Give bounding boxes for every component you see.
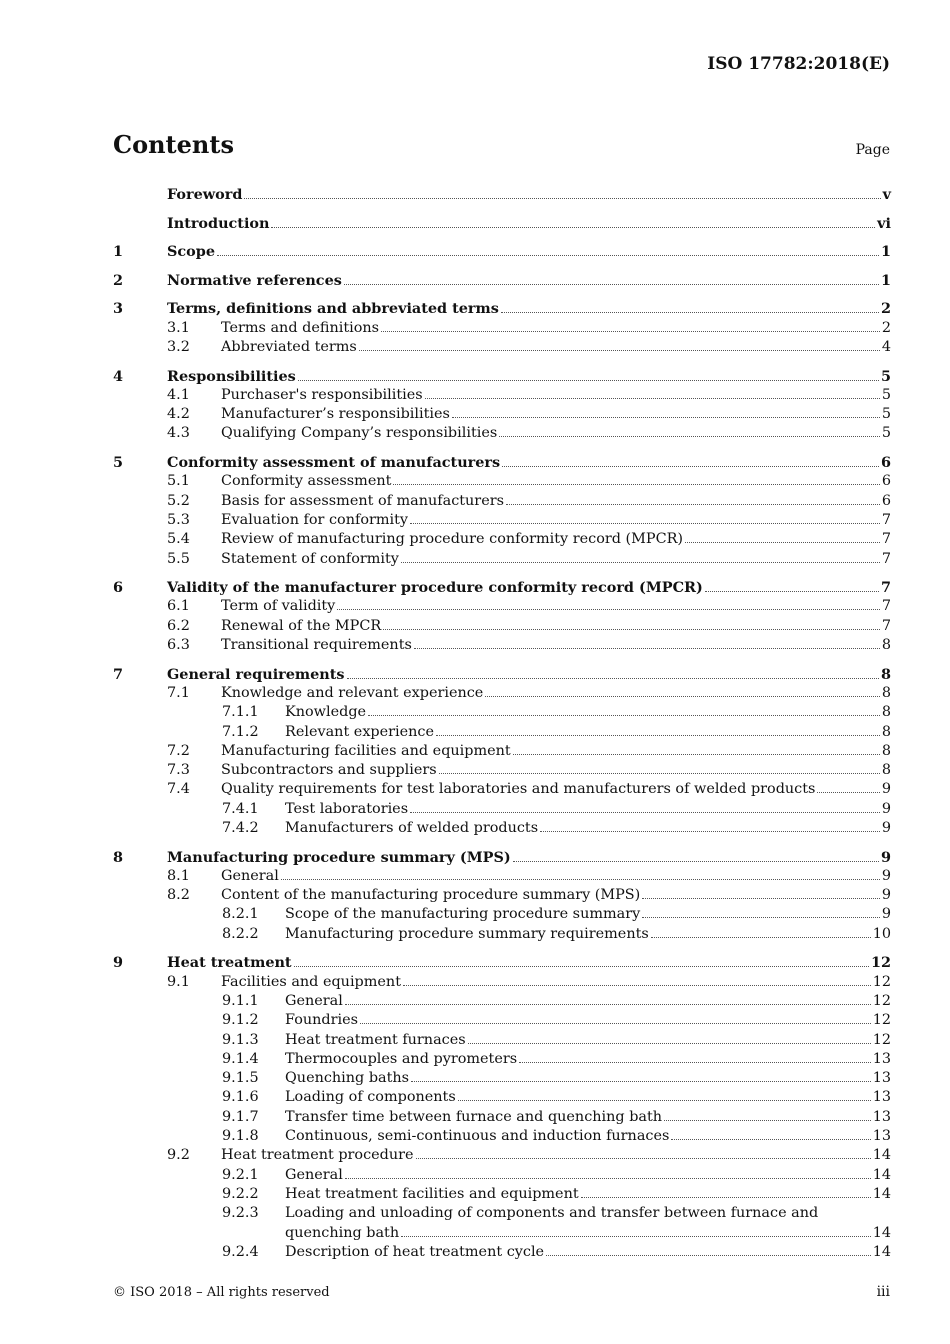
toc-entry-title: Heat treatment facilities and equipment <box>285 1185 579 1202</box>
copyright-notice: © ISO 2018 – All rights reserved <box>113 1285 330 1300</box>
toc-entry-page: 2 <box>881 319 891 336</box>
toc-entry-page: 8 <box>880 665 891 683</box>
dot-leader <box>502 465 879 467</box>
toc-entry-number: 9.2.1 <box>222 1166 259 1183</box>
dot-leader <box>817 791 879 793</box>
toc-entry-page: 14 <box>872 1243 891 1260</box>
toc-entry-title: Manufacturer’s responsibilities <box>221 406 450 423</box>
toc-entry-title: Continuous, semi-continuous and induction furnaces <box>285 1128 670 1145</box>
toc-entry-title: Heat treatment furnaces <box>285 1031 466 1048</box>
toc-entry[interactable] <box>113 1127 891 1146</box>
toc-entry-page: vi <box>877 214 891 232</box>
toc-entry[interactable] <box>113 453 891 472</box>
dot-leader <box>501 311 879 313</box>
toc-entry-title: Subcontractors and suppliers <box>221 762 437 779</box>
toc-entry-page: 5 <box>881 406 891 423</box>
toc-entry[interactable] <box>113 472 891 491</box>
toc-entry-number: 9 <box>113 954 124 972</box>
dot-leader <box>345 1177 871 1179</box>
toc-entry-title: Heat treatment <box>167 954 292 972</box>
dot-leader <box>294 965 869 967</box>
toc-entry-number: 5 <box>113 454 124 472</box>
toc-entry-number: 5.2 <box>167 492 190 509</box>
toc-entry-page: 7 <box>881 511 891 528</box>
toc-entry-title: Knowledge <box>285 704 367 721</box>
toc-entry-number: 8.1 <box>167 867 190 884</box>
dot-leader <box>383 628 880 630</box>
toc-entry-title: Test laboratories <box>285 800 409 817</box>
dot-leader <box>281 878 880 880</box>
toc-entry[interactable] <box>113 1243 891 1262</box>
toc-entry[interactable] <box>113 338 891 357</box>
toc-entry-title: Scope of the manufacturing procedure summary <box>285 906 641 923</box>
toc-entry-page: 4 <box>881 338 891 355</box>
dot-leader <box>485 695 880 697</box>
toc-entry-title: Heat treatment procedure <box>221 1147 414 1164</box>
toc-entry-page: 9 <box>881 800 891 817</box>
dot-leader <box>344 283 879 285</box>
toc-entry[interactable] <box>113 319 891 338</box>
toc-entry-number: 9.1.7 <box>222 1108 259 1125</box>
toc-entry-title: Introduction <box>167 214 270 232</box>
toc-entry[interactable] <box>113 1204 891 1243</box>
toc-entry-title: Terms and definitions <box>221 319 380 336</box>
toc-entry-number: 7.4.1 <box>222 800 259 817</box>
toc-entry-title: General <box>221 867 279 884</box>
toc-entry[interactable] <box>113 925 891 944</box>
page-column-label: Page <box>855 142 890 158</box>
dot-leader <box>414 647 880 649</box>
toc-entry-number: 9.1 <box>167 973 190 990</box>
toc-entry-page: 9 <box>880 848 891 866</box>
toc-entry-title: General requirements <box>167 665 345 683</box>
toc-entry-number: 8.2 <box>167 887 190 904</box>
toc-entry[interactable] <box>113 597 891 616</box>
toc-entry-title: General <box>285 1166 343 1183</box>
toc-entry-number: 5.1 <box>167 473 190 490</box>
dot-leader <box>651 936 871 938</box>
toc-entry-number: 5.5 <box>167 550 190 567</box>
toc-entry-number: 1 <box>113 243 124 261</box>
toc-entry[interactable] <box>113 992 891 1011</box>
dot-leader <box>439 772 880 774</box>
toc-entry-page: 13 <box>872 1050 891 1067</box>
toc-entry-title: Facilities and equipment <box>221 973 401 990</box>
toc-entry-title: Description of heat treatment cycle <box>285 1243 545 1260</box>
toc-entry[interactable] <box>113 424 891 443</box>
toc-entry-title: Purchaser's responsibilities <box>221 386 423 403</box>
toc-entry-page: 7 <box>880 579 891 597</box>
toc-entry[interactable] <box>113 742 891 761</box>
toc-entry-page: 9 <box>881 906 891 923</box>
toc-entry-number: 2 <box>113 271 124 289</box>
toc-entry-number: 9.2.2 <box>222 1185 259 1202</box>
toc-entry[interactable] <box>113 1050 891 1069</box>
toc-entry-title: Manufacturing procedure summary (MPS) <box>167 848 511 866</box>
toc-entry-number: 6.3 <box>167 637 190 654</box>
toc-entry[interactable] <box>113 530 891 549</box>
toc-entry-page: 13 <box>872 1108 891 1125</box>
dot-leader <box>506 503 880 505</box>
toc-entry-number: 7.4 <box>167 781 190 798</box>
toc-entry-number: 9.1.3 <box>222 1031 259 1048</box>
toc-entry[interactable] <box>113 800 891 819</box>
toc-entry-page: 9 <box>881 819 891 836</box>
toc-entry-number: 9.2.4 <box>222 1243 259 1260</box>
toc-entry-page: 8 <box>881 762 891 779</box>
toc-entry-number: 3.1 <box>167 319 190 336</box>
toc-entry-title: Qualifying Company’s responsibilities <box>221 425 498 442</box>
dot-leader <box>401 561 880 563</box>
toc-entry[interactable] <box>113 1069 891 1088</box>
toc-entry-title: Conformity assessment <box>221 473 392 490</box>
toc-entry-page: 12 <box>872 992 891 1009</box>
toc-entry-title: Quality requirements for test laboratories and manufacturers of welded products <box>221 781 816 798</box>
toc-entry-number: 4 <box>113 367 124 385</box>
toc-entry-title: Conformity assessment of manufacturers <box>167 454 501 472</box>
toc-entry-page: 8 <box>881 742 891 759</box>
toc-entry-number: 8.2.2 <box>222 925 259 942</box>
toc-entry[interactable] <box>113 1185 891 1204</box>
toc-entry[interactable] <box>113 953 891 972</box>
toc-entry-number: 9.1.5 <box>222 1070 259 1087</box>
toc-entry-number: 6.2 <box>167 617 190 634</box>
toc-entry-number: 9.2 <box>167 1147 190 1164</box>
toc-entry-number: 3.2 <box>167 338 190 355</box>
toc-entry-page: 14 <box>872 1224 891 1241</box>
toc-entry-number: 7.1.1 <box>222 704 259 721</box>
toc-entry-title: Terms, definitions and abbreviated terms <box>167 300 499 318</box>
toc-entry[interactable] <box>113 761 891 780</box>
table-of-contents <box>113 185 891 1262</box>
dot-leader <box>410 811 880 813</box>
toc-entry-page: 12 <box>872 973 891 990</box>
dot-leader <box>393 483 879 485</box>
dot-leader <box>381 330 880 332</box>
toc-entry-number: 5.3 <box>167 511 190 528</box>
toc-entry[interactable] <box>113 886 891 905</box>
toc-entry-number: 6 <box>113 579 124 597</box>
dot-leader <box>298 379 879 381</box>
toc-entry-title: Renewal of the MPCR <box>221 617 382 634</box>
toc-entry-title: Review of manufacturing procedure conformity record (MPCR) <box>221 531 684 548</box>
dot-leader <box>425 397 880 399</box>
dot-leader <box>436 734 880 736</box>
toc-entry-page: 12 <box>870 954 891 972</box>
document-id: ISO 17782:2018(E) <box>707 54 890 74</box>
dot-leader <box>271 226 875 228</box>
toc-entry-page: 14 <box>872 1166 891 1183</box>
toc-entry-title: Foreword <box>167 186 243 203</box>
toc-entry-page: 6 <box>880 454 891 472</box>
toc-entry-page: 7 <box>881 531 891 548</box>
toc-entry-page: v <box>882 186 891 203</box>
dot-leader <box>411 1080 871 1082</box>
toc-entry-page: 5 <box>881 386 891 403</box>
toc-entry[interactable] <box>113 367 891 386</box>
toc-entry[interactable] <box>113 636 891 655</box>
toc-entry-page: 1 <box>880 271 891 289</box>
toc-entry[interactable] <box>113 780 891 799</box>
toc-entry-page: 1 <box>880 243 891 261</box>
toc-entry-number: 6.1 <box>167 598 190 615</box>
dot-leader <box>664 1119 871 1121</box>
toc-entry-title: Abbreviated terms <box>221 338 357 355</box>
dot-leader <box>458 1099 871 1101</box>
toc-entry-title: Quenching baths <box>285 1070 410 1087</box>
toc-entry[interactable] <box>113 214 891 233</box>
toc-entry-page: 8 <box>881 637 891 654</box>
toc-entry-number: 8.2.1 <box>222 906 259 923</box>
toc-entry[interactable] <box>113 973 891 992</box>
dot-leader <box>345 1003 871 1005</box>
toc-entry[interactable] <box>113 242 891 261</box>
toc-entry[interactable] <box>113 848 891 867</box>
dot-leader <box>499 435 880 437</box>
toc-entry[interactable] <box>113 617 891 636</box>
dot-leader <box>401 1235 871 1237</box>
toc-entry-number: 9.1.8 <box>222 1128 259 1145</box>
toc-entry-page: 13 <box>872 1089 891 1106</box>
toc-entry-page: 5 <box>880 367 891 385</box>
toc-entry-page: 10 <box>872 925 891 942</box>
dot-leader <box>217 254 879 256</box>
toc-entry-title: Term of validity <box>221 598 336 615</box>
toc-entry-page: 8 <box>881 723 891 740</box>
toc-entry-number: 7 <box>113 665 124 683</box>
dot-leader <box>347 677 879 679</box>
toc-entry-page: 14 <box>872 1185 891 1202</box>
toc-entry-title: Manufacturing facilities and equipment <box>221 742 511 759</box>
toc-entry-title: Loading of components <box>285 1089 456 1106</box>
toc-entry-title: Validity of the manufacturer procedure conformity record (MPCR) <box>167 579 703 597</box>
toc-entry-title: Responsibilities <box>167 367 296 385</box>
toc-entry[interactable] <box>113 185 891 204</box>
dot-leader <box>452 416 880 418</box>
toc-entry-page: 5 <box>881 425 891 442</box>
toc-entry-title-continued: quenching bath <box>285 1224 400 1241</box>
toc-entry-number: 9.1.2 <box>222 1012 259 1029</box>
toc-entry-number: 4.3 <box>167 425 190 442</box>
toc-entry-title: Transfer time between furnace and quenching bath <box>285 1108 663 1125</box>
toc-entry-number: 4.2 <box>167 406 190 423</box>
toc-entry-page: 13 <box>872 1128 891 1145</box>
toc-entry[interactable] <box>113 550 891 569</box>
toc-entry-number: 3 <box>113 300 124 318</box>
toc-entry[interactable] <box>113 665 891 684</box>
toc-entry-title: Thermocouples and pyrometers <box>285 1050 518 1067</box>
toc-entry-page: 14 <box>872 1147 891 1164</box>
toc-entry-title: Normative references <box>167 271 342 289</box>
toc-entry[interactable] <box>113 684 891 703</box>
toc-entry-number: 9.1.4 <box>222 1050 259 1067</box>
toc-entry-number: 7.4.2 <box>222 819 259 836</box>
toc-entry-page: 8 <box>881 704 891 721</box>
toc-entry-title: Foundries <box>285 1012 358 1029</box>
toc-entry[interactable] <box>113 405 891 424</box>
toc-entry-page: 6 <box>881 473 891 490</box>
toc-entry-title: General <box>285 992 343 1009</box>
toc-entry[interactable] <box>113 723 891 742</box>
dot-leader <box>359 349 880 351</box>
toc-entry-title: Basis for assessment of manufacturers <box>221 492 504 509</box>
dot-leader <box>468 1042 871 1044</box>
dot-leader <box>642 916 880 918</box>
toc-entry[interactable] <box>113 819 891 838</box>
toc-entry-page: 6 <box>881 492 891 509</box>
toc-entry[interactable] <box>113 271 891 290</box>
toc-entry-page: 8 <box>881 684 891 701</box>
dot-leader <box>685 541 880 543</box>
dot-leader <box>244 197 880 199</box>
toc-entry-number: 9.1.1 <box>222 992 259 1009</box>
toc-entry-number: 4.1 <box>167 386 190 403</box>
dot-leader <box>519 1061 871 1063</box>
toc-entry-number: 9.1.6 <box>222 1089 259 1106</box>
toc-entry[interactable] <box>113 905 891 924</box>
dot-leader <box>546 1254 871 1256</box>
page-number: iii <box>876 1284 890 1300</box>
toc-entry-title: Manufacturers of welded products <box>285 819 539 836</box>
toc-entry-page: 9 <box>881 781 891 798</box>
dot-leader <box>403 984 871 986</box>
toc-entry-title: Manufacturing procedure summary requirements <box>285 925 649 942</box>
toc-entry-number: 7.1.2 <box>222 723 259 740</box>
toc-entry-page: 7 <box>881 550 891 567</box>
dot-leader <box>360 1022 871 1024</box>
dot-leader <box>705 590 879 592</box>
toc-entry-page: 9 <box>881 887 891 904</box>
toc-entry-page: 12 <box>872 1012 891 1029</box>
toc-entry-title: Transitional requirements <box>221 637 412 654</box>
toc-entry[interactable] <box>113 1011 891 1030</box>
toc-entry-title: Relevant experience <box>285 723 435 740</box>
toc-entry[interactable] <box>113 1146 891 1165</box>
toc-entry-number: 7.1 <box>167 684 190 701</box>
dot-leader <box>642 897 880 899</box>
toc-entry[interactable] <box>113 511 891 530</box>
toc-entry-number: 9.2.3 <box>222 1205 259 1222</box>
toc-entry-page: 12 <box>872 1031 891 1048</box>
toc-entry-page: 7 <box>881 598 891 615</box>
toc-entry[interactable] <box>113 492 891 511</box>
toc-entry-number: 5.4 <box>167 531 190 548</box>
toc-entry-title: Evaluation for conformity <box>221 511 409 528</box>
dot-leader <box>581 1196 871 1198</box>
toc-entry[interactable] <box>113 1166 891 1185</box>
toc-entry-title: Content of the manufacturing procedure summary (MPS) <box>221 887 641 904</box>
toc-entry-number: 7.2 <box>167 742 190 759</box>
toc-entry[interactable] <box>113 299 891 318</box>
toc-entry-title: Loading and unloading of components and transfer between furnace and <box>285 1205 819 1222</box>
toc-entry-page: 13 <box>872 1070 891 1087</box>
toc-entry-number: 8 <box>113 848 124 866</box>
toc-entry[interactable] <box>113 867 891 886</box>
toc-entry[interactable] <box>113 1108 891 1127</box>
toc-entry-number: 7.3 <box>167 762 190 779</box>
dot-leader <box>513 753 880 755</box>
dot-leader <box>410 522 880 524</box>
toc-entry[interactable] <box>113 578 891 597</box>
toc-entry-title: Statement of conformity <box>221 550 399 567</box>
toc-entry-title: Knowledge and relevant experience <box>221 684 484 701</box>
dot-leader <box>368 714 880 716</box>
dot-leader <box>513 860 879 862</box>
toc-entry[interactable] <box>113 386 891 405</box>
dot-leader <box>671 1138 870 1140</box>
toc-entry-page: 2 <box>880 300 891 318</box>
page-title: Contents <box>113 130 234 159</box>
toc-entry[interactable] <box>113 1031 891 1050</box>
dot-leader <box>337 608 880 610</box>
dot-leader <box>416 1157 871 1159</box>
toc-entry[interactable] <box>113 1088 891 1107</box>
toc-entry-page: 9 <box>881 867 891 884</box>
dot-leader <box>540 830 880 832</box>
toc-entry[interactable] <box>113 703 891 722</box>
toc-entry-title: Scope <box>167 243 215 261</box>
toc-entry-page: 7 <box>881 617 891 634</box>
